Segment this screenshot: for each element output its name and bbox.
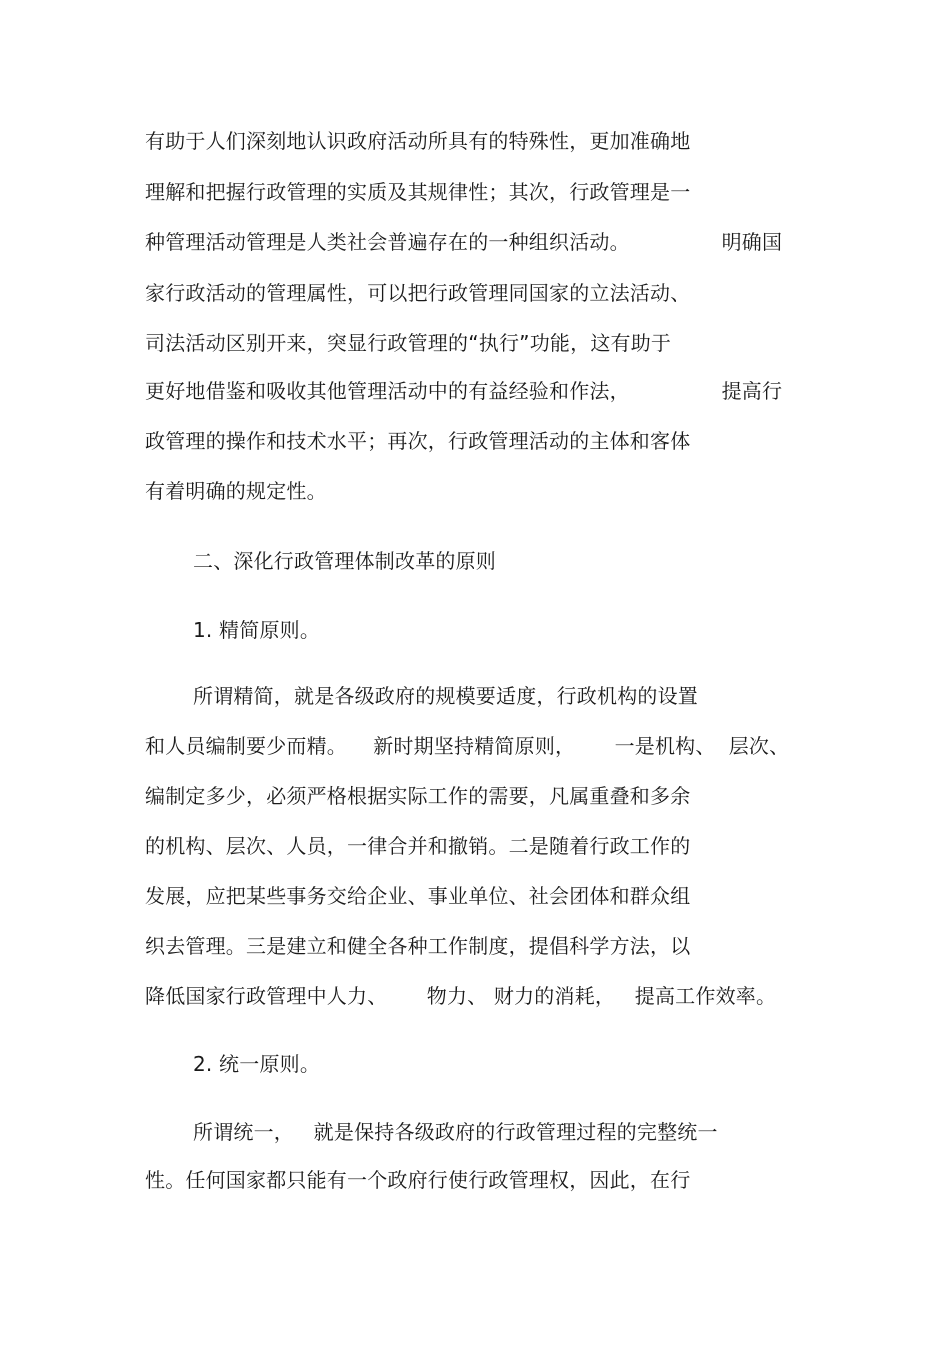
- paragraph-line: 理解和把握行政管理的实质及其规律性；其次，行政管理是一: [145, 180, 691, 204]
- paragraph-line: 司法活动区别开来，突显行政管理的“执行”功能，这有助于: [145, 331, 672, 355]
- paragraph-line: 所谓统一， 就是保持各级政府的行政管理过程的完整统一: [193, 1120, 718, 1144]
- paragraph-line: 更好地借鉴和吸收其他管理活动中的有益经验和作法， 提高行: [145, 379, 783, 403]
- paragraph-line: 有助于人们深刻地认识政府活动所具有的特殊性，更加准确地: [145, 129, 691, 153]
- paragraph-line: 性。任何国家都只能有一个政府行使行政管理权，因此，在行: [145, 1168, 691, 1192]
- paragraph-line: 的机构、层次、人员，一律合并和撤销。二是随着行政工作的: [145, 834, 691, 858]
- paragraph-line: 降低国家行政管理中人力、 物力、 财力的消耗， 提高工作效率。: [145, 984, 777, 1008]
- subsection-title: 1. 精简原则。: [193, 618, 321, 642]
- paragraph-line: 家行政活动的管理属性，可以把行政管理同国家的立法活动、: [145, 281, 691, 305]
- paragraph-line: 政管理的操作和技术水平；再次，行政管理活动的主体和客体: [145, 429, 691, 453]
- paragraph-line: 和人员编制要少而精。 新时期坚持精简原则， 一是机构、 层次、: [145, 734, 790, 758]
- paragraph-line: 编制定多少，必须严格根据实际工作的需要，凡属重叠和多余: [145, 784, 691, 808]
- subsection-title: 2. 统一原则。: [193, 1052, 321, 1076]
- paragraph-line: 发展，应把某些事务交给企业、事业单位、社会团体和群众组: [145, 884, 691, 908]
- paragraph-line: 织去管理。三是建立和健全各种工作制度，提倡科学方法，以: [145, 934, 691, 958]
- paragraph-line: 有着明确的规定性。: [145, 479, 327, 503]
- section-heading: 二、深化行政管理体制改革的原则: [193, 549, 496, 573]
- paragraph-line: 种管理活动管理是人类社会普遍存在的一种组织活动。 明确国: [145, 230, 783, 254]
- paragraph-line: 所谓精简，就是各级政府的规模要适度，行政机构的设置: [193, 684, 698, 708]
